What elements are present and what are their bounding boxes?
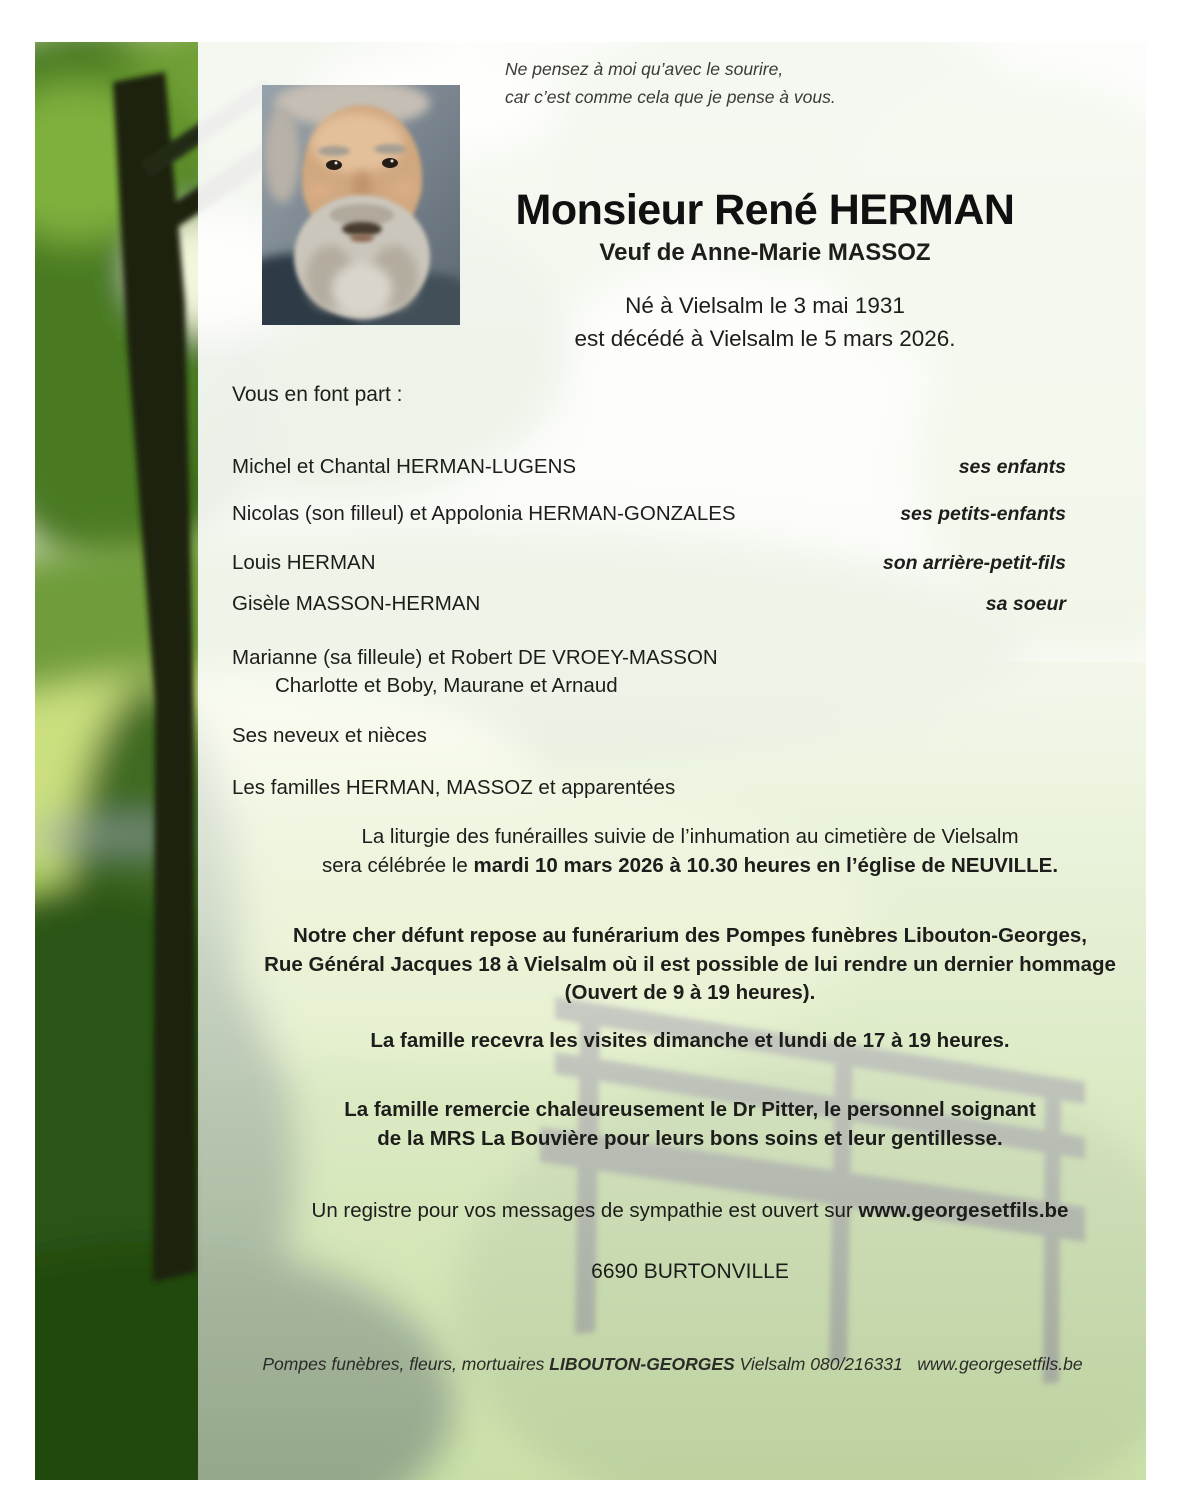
family-name: Les familles HERMAN, MASSOZ et apparentées (232, 776, 676, 799)
family-name: Gisèle MASSON-HERMAN (232, 592, 481, 615)
thanks-line-2: de la MRS La Bouvière pour leurs bons soins et leur gentillesse. (377, 1126, 1003, 1150)
register-url: www.georgesetfils.be (858, 1199, 1069, 1222)
register-line: Un registre pour vos messages de sympathie est ouvert sur www.georgesetfils.be (311, 1199, 1069, 1222)
family-name: Louis HERMAN (232, 551, 376, 574)
family-relation: ses enfants (958, 456, 1066, 478)
family-row (232, 592, 1066, 616)
family-sub-line: Charlotte et Boby, Maurane et Arnaud (275, 674, 618, 697)
footer-line: Pompes funèbres, fleurs, mortuaires LIBOUTON-GEORGES Vielsalm 080/216331 www.georgesetfils.be (262, 1354, 1083, 1374)
family-relation: sa soeur (985, 593, 1066, 615)
family-row (232, 724, 1066, 748)
visits-line: La famille recevra les visites dimanche et lundi de 17 à 19 heures. (370, 1029, 1010, 1052)
liturgy-line-1: La liturgie des funérailles suivie de l’inhumation au cimetière de Vielsalm (361, 825, 1019, 848)
family-name: Michel et Chantal HERMAN-LUGENS (232, 455, 577, 478)
mortuary-line-3: (Ouvert de 9 à 19 heures). (564, 981, 816, 1004)
family-row (232, 551, 1066, 575)
family-row (232, 455, 1066, 479)
announce-label: Vous en font part : (232, 383, 403, 406)
family-relation: ses petits-enfants (900, 503, 1066, 525)
mortuary-line-1: Notre cher défunt repose au funérarium des Pompes funèbres Libouton-Georges, (293, 924, 1087, 947)
family-relation: son arrière-petit-fils (882, 552, 1066, 574)
quote-line-1: Ne pensez à moi qu’avec le sourire, (505, 59, 784, 79)
liturgy-paragraph (235, 822, 1145, 880)
family-name: Marianne (sa filleule) et Robert DE VROEY-MASSON (232, 646, 718, 669)
family-name: Nicolas (son filleul) et Appolonia HERMAN-GONZALES (232, 502, 736, 525)
family-row (232, 502, 1066, 526)
footer-brand: LIBOUTON-GEORGES (549, 1354, 735, 1374)
ceremony-datetime: mardi 10 mars 2026 à 10.30 heures en l’église de NEUVILLE. (473, 854, 1059, 877)
spouse-line: Veuf de Anne-Marie MASSOZ (599, 239, 931, 266)
location-line: 6690 BURTONVILLE (591, 1260, 789, 1283)
quote-line-2: car c’est comme cela que je pense à vous. (505, 87, 836, 107)
thanks-paragraph (235, 1096, 1145, 1153)
death-line: est décédé à Vielsalm le 5 mars 2026. (574, 326, 956, 351)
mortuary-paragraph (235, 922, 1145, 1008)
liturgy-line-2: sera célébrée le mardi 10 mars 2026 à 10.30 heures en l’église de NEUVILLE. (321, 854, 1059, 877)
family-row (232, 776, 1066, 800)
page-title: Monsieur René HERMAN (515, 186, 1015, 234)
family-row (232, 646, 1066, 670)
birth-line: Né à Vielsalm le 3 mai 1931 (625, 293, 905, 318)
mortuary-line-2: Rue Général Jacques 18 à Vielsalm où il est possible de lui rendre un dernier hommage (264, 952, 1116, 976)
memorial-quote (505, 55, 836, 111)
header-block (375, 186, 1155, 355)
family-name: Ses neveux et nièces (232, 724, 427, 747)
thanks-line-1: La famille remercie chaleureusement le Dr Pitter, le personnel soignant (344, 1098, 1036, 1121)
